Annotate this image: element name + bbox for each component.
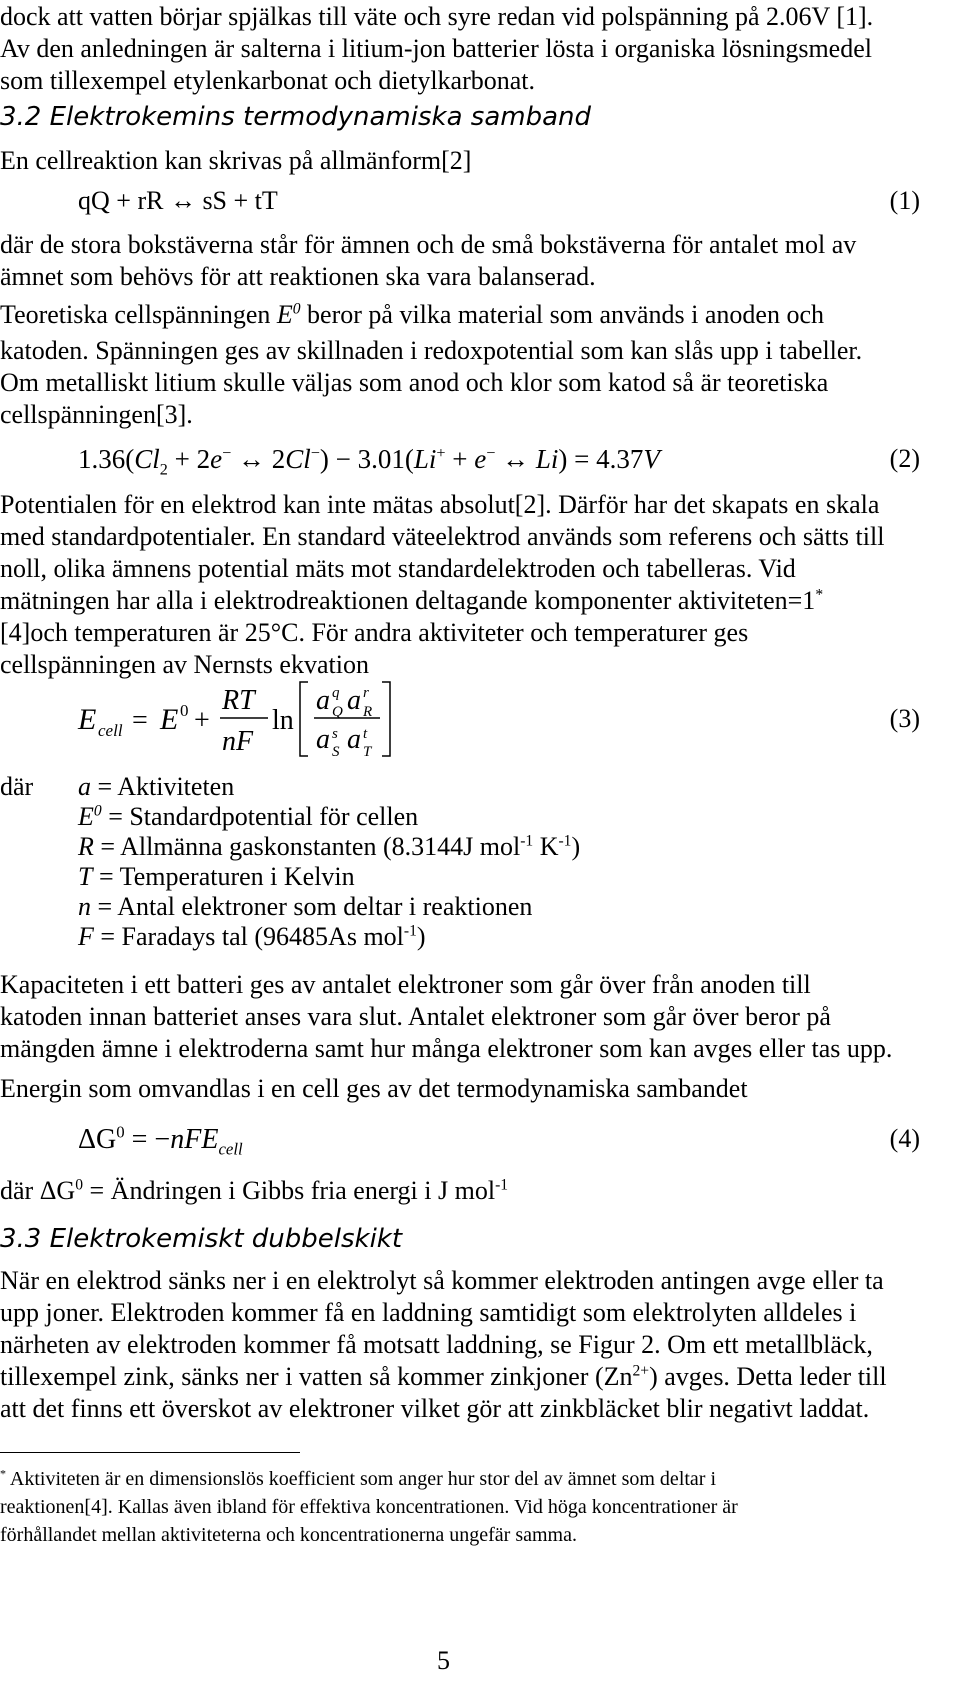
svg-text:E: E — [160, 703, 179, 736]
text: ) — [571, 832, 581, 861]
text: där — [0, 1176, 40, 1205]
paragraph: med standardpotentialer. En standard väteelektrod används som referens och sätts till — [0, 522, 885, 551]
superscript: 0 — [93, 802, 102, 820]
svg-text:nF: nF — [222, 726, 254, 757]
text: K — [533, 832, 559, 861]
symbol: R — [78, 832, 94, 861]
paragraph: ämnet som behövs för att reaktionen ska vara balanserad. — [0, 262, 596, 291]
superscript: 2+ — [632, 1362, 650, 1380]
delta-g-symbol: $\Delta G^0$ — [39, 1176, 83, 1205]
equation-number: (4) — [889, 1124, 920, 1153]
paragraph: Energin som omvandlas i en cell ges av det termodynamiska sambandet — [0, 1074, 748, 1103]
paragraph: Kapaciteten i ett batteri ges av antalet elektroner som går över från anoden till — [0, 970, 811, 999]
paragraph: cellspänningen[3]. — [0, 400, 193, 429]
equation-2-formula: $1.36(Cl_2 + 2e^-$ ↔ 2Cl−) − 3.01(Li+ + e− ↔ Li) = 4.37V — [78, 444, 660, 479]
svg-text:t: t — [363, 726, 368, 742]
svg-text:+: + — [194, 705, 210, 736]
page-number: 5 — [437, 1646, 450, 1675]
text: = Temperaturen i Kelvin — [92, 862, 355, 891]
definition-F — [78, 922, 426, 952]
equation-number: (3) — [889, 704, 920, 733]
text: = Standardpotential för cellen — [101, 802, 419, 831]
equation-3-formula — [70, 676, 570, 766]
svg-text:a: a — [347, 724, 361, 755]
equation-4-formula: $\Delta G^0 = -nFE_{cell}$ — [78, 1122, 243, 1159]
paragraph: noll, olika ämnens potential mäts mot standardelektroden och tabelleras. Vid — [0, 554, 796, 583]
text: Aktiviteten är en dimensionslös koefficient som anger hur stor del av ämnet som deltar i — [6, 1468, 717, 1490]
paragraph — [0, 1176, 508, 1206]
text: = Faradays tal (96485As mol — [93, 922, 404, 951]
paragraph: att det finns ett överskot av elektroner vilket gör att zinkbläcket blir negativt laddat. — [0, 1394, 870, 1423]
paragraph: mängden ämne i elektroderna samt hur många elektroner som kan avges eller tas upp. — [0, 1034, 893, 1063]
text: = Aktiviteten — [91, 772, 235, 801]
paragraph — [0, 586, 823, 616]
text: Teoretiska cellspänningen — [0, 300, 277, 329]
paragraph: närheten av elektroden kommer få motsatt laddning, se Figur 2. Om ett metallbläck, — [0, 1330, 873, 1359]
text: ) — [416, 922, 426, 951]
paragraph: upp joner. Elektroden kommer få en laddning samtidigt som elektrolyten alldeles i — [0, 1298, 857, 1327]
symbol: E — [78, 802, 94, 831]
text: ) avges. Detta leder till — [649, 1362, 887, 1391]
text: mätningen har alla i elektrodreaktionen deltagande komponenter aktiviteten=1 — [0, 586, 816, 615]
superscript: -1 — [403, 922, 417, 940]
svg-text:ln: ln — [272, 705, 294, 736]
paragraph: katoden innan batteriet anses vara slut. Antalet elektroner som går över beror på — [0, 1002, 831, 1031]
definition-E0 — [78, 802, 418, 832]
equation-number: (2) — [889, 444, 920, 473]
symbol: T — [78, 862, 93, 891]
text: tillexempel zink, sänks ner i vatten så kommer zinkjoner (Zn — [0, 1362, 633, 1391]
equation-number: (1) — [889, 186, 920, 215]
text: = Allmänna gaskonstanten (8.3144J mol — [93, 832, 521, 861]
definition-a — [78, 772, 234, 802]
svg-text:Q: Q — [332, 704, 343, 720]
svg-text:a: a — [316, 685, 330, 716]
svg-text:0: 0 — [180, 701, 189, 720]
superscript: 0 — [292, 300, 301, 318]
superscript: -1 — [558, 832, 572, 850]
symbol: a — [78, 772, 91, 801]
footnote-marker: * — [815, 586, 824, 604]
symbol: n — [78, 892, 91, 921]
paragraph — [0, 300, 824, 330]
svg-text:a: a — [316, 724, 330, 755]
text: = Ändringen i Gibbs fria energi i J mol — [83, 1176, 496, 1205]
symbol-E: E — [276, 300, 293, 329]
superscript: -1 — [495, 1176, 509, 1194]
svg-text:T: T — [363, 744, 372, 760]
svg-text:s: s — [332, 726, 338, 742]
svg-text:R: R — [363, 704, 373, 720]
paragraph: cellspänningen av Nernsts ekvation — [0, 650, 369, 679]
text: beror på vilka material som används i anoden och — [300, 300, 824, 329]
svg-text:cell: cell — [98, 721, 123, 740]
section-heading: 3.3 Elektrokemiskt dubbelskikt — [0, 1224, 403, 1254]
paragraph: När en elektrod sänks ner i en elektrolyt så kommer elektroden antingen avge eller ta — [0, 1266, 884, 1295]
svg-text:E: E — [78, 703, 97, 736]
intro-line: som tillexempel etylenkarbonat och dietylkarbonat. — [0, 66, 536, 95]
svg-text:S: S — [332, 744, 340, 760]
footnote-divider — [0, 1452, 300, 1453]
svg-text:q: q — [332, 685, 340, 701]
text: = Antal elektroner som deltar i reaktionen — [91, 892, 533, 921]
definition-n — [78, 892, 532, 922]
footnote-marker: * — [0, 1466, 6, 1481]
dar-label: där — [0, 772, 34, 801]
footnote — [0, 1468, 716, 1491]
section-heading: 3.2 Elektrokemins termodynamiska samband — [0, 102, 591, 132]
equation-1: qQ + rR ↔ sS + tT — [78, 186, 278, 215]
paragraph: En cellreaktion kan skrivas på allmänform[2] — [0, 146, 472, 175]
superscript: -1 — [520, 832, 534, 850]
footnote: förhållandet mellan aktiviteterna och koncentrationerna ungefär samma. — [0, 1524, 577, 1546]
svg-text:r: r — [363, 685, 369, 701]
paragraph: Potentialen för en elektrod kan inte mätas absolut[2]. Därför har det skapats en skala — [0, 490, 880, 519]
intro-line: Av den anledningen är salterna i litium-jon batterier lösta i organiska lösningsmedel — [0, 34, 872, 63]
intro-line: dock att vatten börjar spjälkas till väte och syre redan vid polspänning på 2.06V [1]. — [0, 2, 874, 31]
paragraph — [0, 1362, 887, 1392]
paragraph: där de stora bokstäverna står för ämnen och de små bokstäverna för antalet mol av — [0, 230, 857, 259]
svg-text:RT: RT — [222, 685, 255, 716]
svg-text:=: = — [132, 705, 148, 736]
paragraph: katoden. Spänningen ges av skillnaden i redoxpotential som kan slås upp i tabeller. — [0, 336, 863, 365]
paragraph: [4]och temperaturen är 25°C. För andra aktiviteter och temperaturer ges — [0, 618, 749, 647]
definition-T — [78, 862, 355, 892]
footnote: reaktionen[4]. Kallas även ibland för effektiva koncentrationen. Vid höga koncentrationer är — [0, 1496, 738, 1518]
symbol: F — [78, 922, 94, 951]
paragraph: Om metalliskt litium skulle väljas som anod och klor som katod så är teoretiska — [0, 368, 829, 397]
definition-R — [78, 832, 580, 862]
svg-text:a: a — [347, 685, 361, 716]
